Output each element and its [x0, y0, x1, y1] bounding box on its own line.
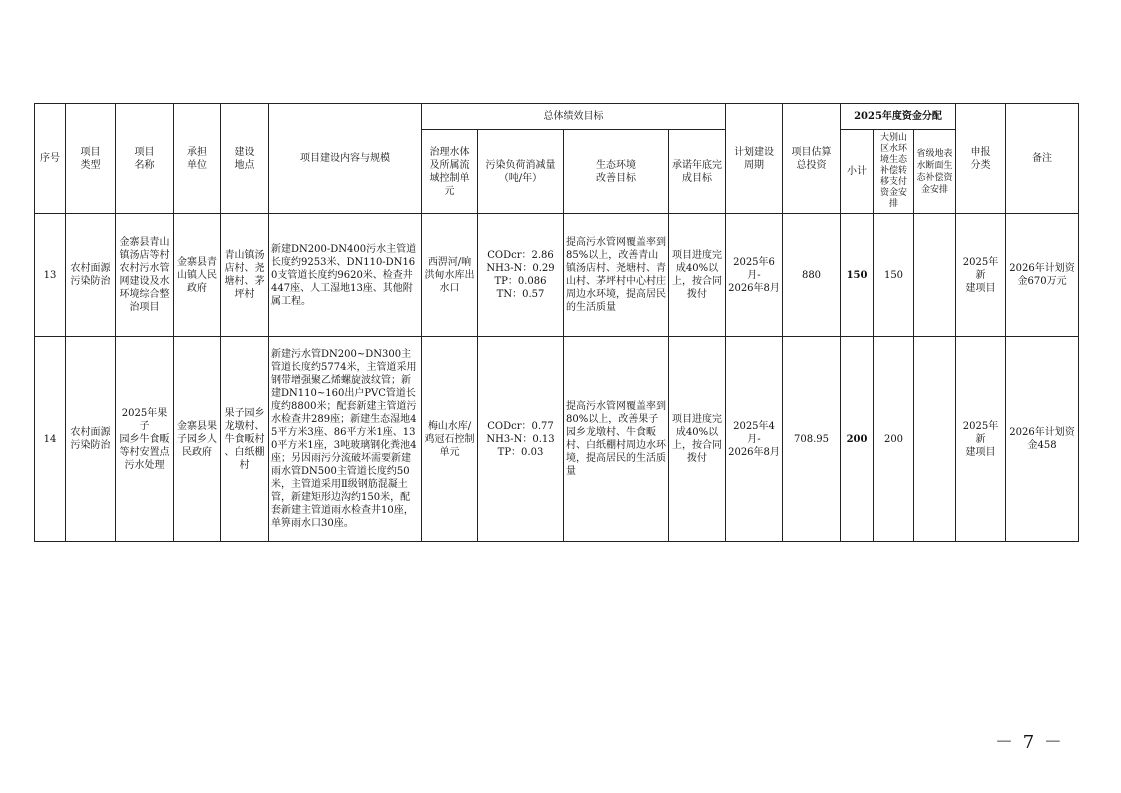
- row-goal-unit: 西淠河/响 洪甸水库出 水口: [422, 214, 478, 337]
- row-content: 新建污水管DN200~DN300主管道长度约5774米，主管道采用钢带增强聚乙烯螺旋波纹管；新建DN110~160出户PVC管道长度约8800米；配套新建主管道污水检查井289座；新建生态湿地45平方米3座、86平方米1座、130平方米1座，3吨玻璃钢化粪池4座；另因雨污分流破坏需要新建雨水管DN500主管道长度约50米，主管道采用Ⅱ级钢筋混凝土管，新建矩形边沟约150米，配套新建主管道雨水检查井10座，单箅雨水口30座。: [269, 337, 422, 542]
- row-dabie: 200: [874, 337, 914, 542]
- row-commit: 项目进度完 成40%以 上，按合同 拨付: [669, 214, 726, 337]
- header-period: 计划建设 周期: [726, 104, 783, 214]
- row-category: 2025年新 建项目: [956, 214, 1006, 337]
- row-place: 果子园乡 龙墩村、 牛食畈村 、白纸棚 村: [221, 337, 269, 542]
- row-unit: 金寨县果 子园乡人 民政府: [174, 337, 221, 542]
- row-dabie: 150: [874, 214, 914, 337]
- header-invest: 项目估算 总投资: [783, 104, 841, 214]
- header-category: 申报 分类: [956, 104, 1006, 214]
- row-type: 农村面源 污染防治: [66, 337, 116, 542]
- header-goal-commit: 承诺年底完 成目标: [669, 130, 726, 214]
- table-row: [35, 337, 1079, 542]
- row-category: 2025年新 建项目: [956, 337, 1006, 542]
- project-table: [34, 103, 1079, 542]
- header-name: 项目 名称: [116, 104, 174, 214]
- row-remark: 2026年计划资 金458: [1006, 337, 1079, 542]
- header-dabie: 大别山 区水环 境生态 补偿转 移支付 资金安 排: [874, 130, 914, 214]
- row-period: 2025年6月- 2026年8月: [726, 214, 783, 337]
- row-commit: 项目进度完 成40%以 上，按合同 拨付: [669, 337, 726, 542]
- header-goal-unit: 治理水体 及所属流 域控制单 元: [422, 130, 478, 214]
- header-goals: 总体绩效目标: [422, 104, 726, 130]
- header-content: 项目建设内容与规模: [269, 104, 422, 214]
- row-subtotal: 150: [841, 214, 874, 337]
- header-place: 建设 地点: [221, 104, 269, 214]
- row-name: 2025年果子 园乡牛食畈 等村安置点 污水处理: [116, 337, 174, 542]
- row-reduction: CODcr：0.77 NH3-N：0.13 TP：0.03: [478, 337, 564, 542]
- row-period: 2025年4月- 2026年8月: [726, 337, 783, 542]
- row-subtotal: 200: [841, 337, 874, 542]
- header-goal-reduction: 污染负荷消减量 （吨/年）: [478, 130, 564, 214]
- row-seq: 13: [35, 214, 66, 337]
- table-row: [35, 214, 1079, 337]
- header-province: 省级地表 水断面生 态补偿资 金安排: [914, 130, 956, 214]
- row-reduction: CODcr：2.86 NH3-N：0.29 TP：0.086 TN：0.57: [478, 214, 564, 337]
- page-number: － 7 －: [995, 732, 1064, 753]
- row-type: 农村面源 污染防治: [66, 214, 116, 337]
- row-unit: 金寨县青 山镇人民 政府: [174, 214, 221, 337]
- header-unit: 承担 单位: [174, 104, 221, 214]
- row-province: [914, 337, 956, 542]
- row-province: [914, 214, 956, 337]
- row-name: 金寨县青山 镇汤店等村 农村污水管 网建设及水 环境综合整 治项目: [116, 214, 174, 337]
- row-goal-unit: 梅山水库/ 鸡冠石控制 单元: [422, 337, 478, 542]
- row-seq: 14: [35, 337, 66, 542]
- row-eco: 提高污水管网覆盖率到80%以上，改善果子园乡龙墩村、牛食畈村、白纸棚村周边水环境，提高居民的生活质量: [564, 337, 669, 542]
- row-invest: 708.95: [783, 337, 841, 542]
- header-seq: 序号: [35, 104, 66, 214]
- row-eco: 提高污水管网覆盖率到85%以上，改善青山镇汤店村、尧塘村、青山村、茅坪村中心村庄周边水环境，提高居民的生活质量: [564, 214, 669, 337]
- header-funds: 2025年度资金分配: [841, 104, 956, 130]
- header-goal-eco: 生态环境 改善目标: [564, 130, 669, 214]
- row-content: 新建DN200-DN400污水主管道长度约9253米、DN110-DN160支管道长度约9620米、检查井447座、人工湿地13座、其他附属工程。: [269, 214, 422, 337]
- row-place: 青山镇汤 店村、尧 塘村、茅 坪村: [221, 214, 269, 337]
- header-subtotal: 小计: [841, 130, 874, 214]
- header-remark: 备注: [1006, 104, 1079, 214]
- row-remark: 2026年计划资 金670万元: [1006, 214, 1079, 337]
- row-invest: 880: [783, 214, 841, 337]
- header-type: 项目 类型: [66, 104, 116, 214]
